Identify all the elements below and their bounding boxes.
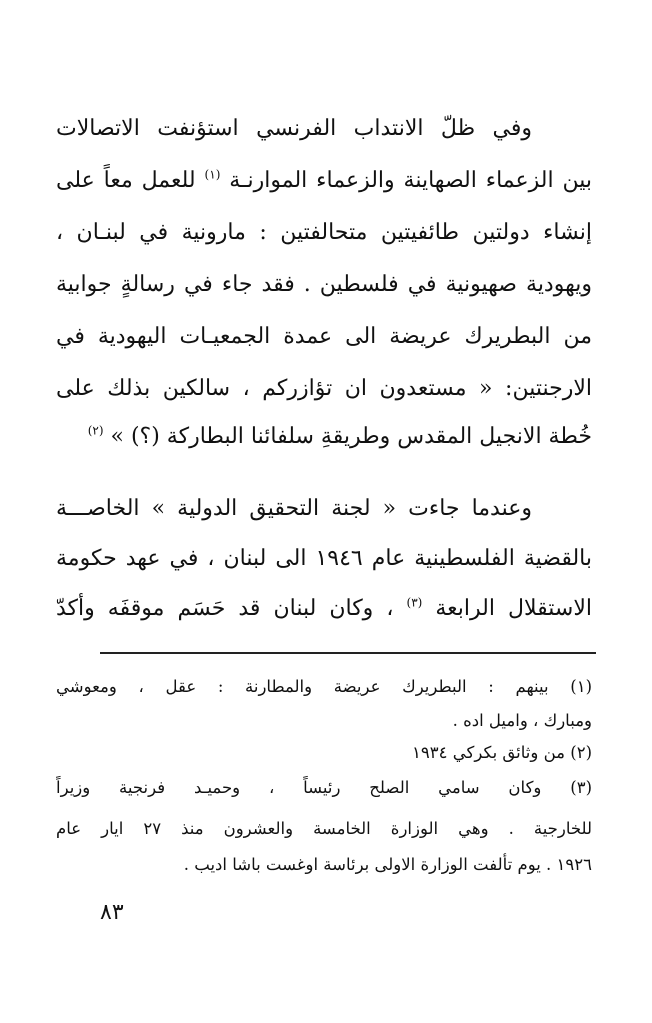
footnote-1-line-1: (١) بينهم : البطريرك عريضة والمطارنة : عقل ، ومعوشي bbox=[56, 677, 592, 696]
paragraph-1-line-7-text: خُطة الانجيل المقدس وطريقةِ سلفائنا البطاركة (؟) » bbox=[110, 424, 592, 449]
footnote-3-line-1: (٣) وكان سامي الصلح رئيساً ، وحميـد فرنجية وزيراً bbox=[56, 778, 592, 797]
footnote-1-line-2: ومبارك ، واميل اده . bbox=[452, 711, 592, 730]
paragraph-2-line-1: وعندما جاءت « لجنة التحقيق الدولية » الخاصـــة bbox=[56, 496, 532, 521]
paragraph-1-line-2-head: بين الزعماء الصهاينة والزعماء الموارنـة bbox=[229, 168, 592, 193]
paragraph-1-line-2 bbox=[56, 164, 592, 198]
paragraph-1-line-7 bbox=[56, 420, 592, 454]
footnote-3-line-3: ١٩٢٦ . يوم تألفت الوزارة الاولى برئاسة اوغست باشا اديب . bbox=[183, 855, 592, 874]
paragraph-2-line-2: بالقضية الفلسطينية عام ١٩٤٦ الى لبنان ، في عهد حكومة bbox=[56, 546, 592, 571]
footnote-ref-1: (١) bbox=[204, 167, 221, 182]
footnote-ref-2: (٢) bbox=[87, 423, 104, 438]
footnote-2: (٢) من وثائق بكركي ١٩٣٤ bbox=[412, 743, 592, 762]
paragraph-1-line-6: الارجنتين: « مستعدون ان تؤازركم ، سالكين بذلك على bbox=[56, 376, 592, 401]
footnote-separator bbox=[100, 652, 596, 654]
page-number: ٨٣ bbox=[100, 900, 124, 925]
paragraph-1-line-3: إنشاء دولتين طائفيتين متحالفتين : مارونية في لبنـان ، bbox=[56, 220, 592, 245]
footnote-3-line-2: للخارجية . وهي الوزارة الخامسة والعشرون منذ ٢٧ ايار عام bbox=[56, 819, 592, 838]
footnote-ref-3: (٣) bbox=[406, 595, 423, 610]
paragraph-1-line-2-tail: للعمل معاً على bbox=[56, 168, 196, 193]
paragraph-1-line-1: وفي ظلّ الانتداب الفرنسي استؤنفت الاتصالات bbox=[56, 116, 532, 141]
paragraph-2-line-3 bbox=[56, 592, 592, 626]
paragraph-2-line-3-head: الاستقلال الرابعة bbox=[435, 596, 592, 621]
paragraph-1-line-4: ويهودية صهيونية في فلسطين . فقد جاء في رسالةٍ جوابية bbox=[56, 272, 592, 297]
paragraph-2-line-3-tail: ، وكان لبنان قد حَسَم موقفَه وأكدّ bbox=[56, 596, 394, 621]
paragraph-1-line-5: من البطريرك عريضة الى عمدة الجمعيـات اليهودية في bbox=[56, 324, 592, 349]
